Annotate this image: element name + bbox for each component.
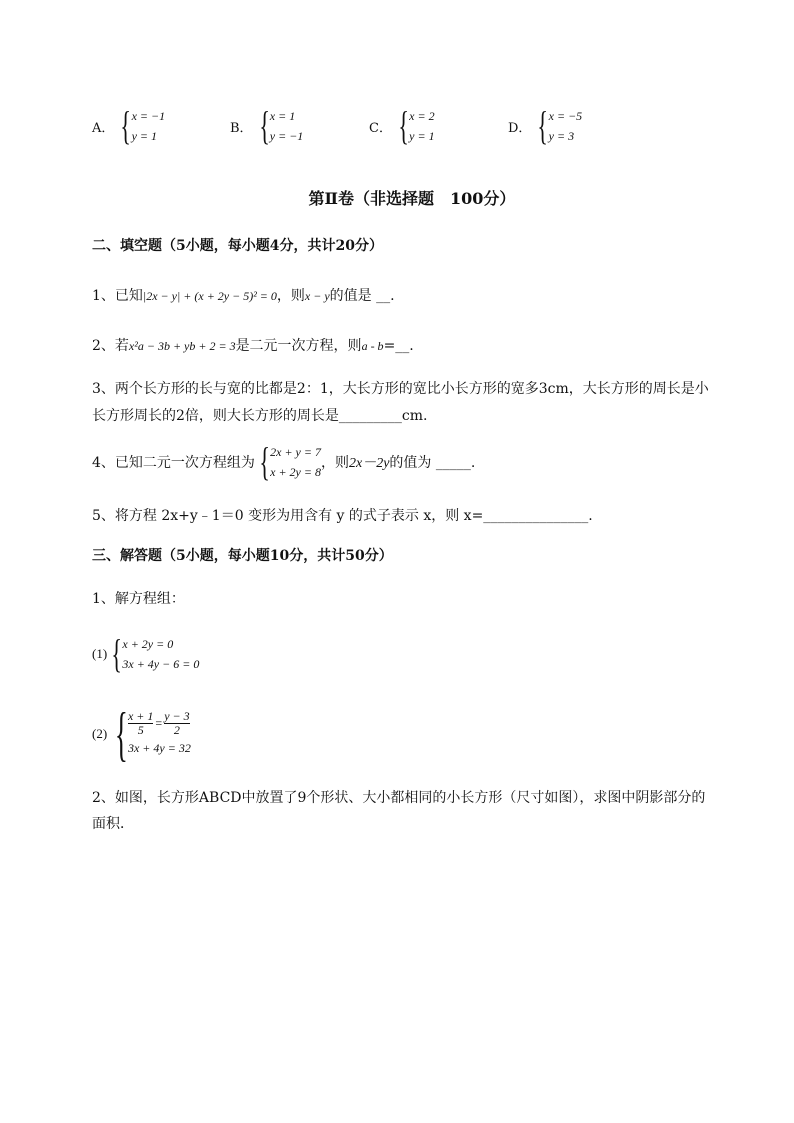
equation: x = 1: [269, 109, 296, 123]
fraction-equation: [128, 710, 191, 737]
subproblem-label: (1): [92, 646, 108, 661]
brace-icon: {: [111, 631, 123, 676]
equation-system: [270, 106, 304, 146]
equation: 3x + 4y = 32: [127, 740, 191, 755]
subproblem-2: [92, 701, 191, 767]
brace-icon: {: [120, 103, 132, 148]
question-text: 是二元一次方程，则: [235, 338, 362, 354]
option-b: [230, 103, 304, 148]
equation-system: [132, 106, 166, 146]
part-title: 第Ⅱ卷（非选择题 100分）: [308, 189, 516, 208]
question-text: ，则: [320, 455, 349, 471]
option-a: [92, 103, 166, 148]
question-text: 的值为 _____.: [389, 455, 476, 471]
option-d: [508, 103, 583, 148]
math-expression: 2x－2y: [348, 456, 390, 471]
option-letter: B．: [230, 120, 253, 136]
equals-sign: =: [155, 715, 163, 730]
question-1: [92, 285, 395, 305]
option-letter: C．: [369, 120, 392, 136]
section-header: 三、解答题（5小题，每小题10分，共计50分）: [92, 548, 393, 564]
denominator: 5: [137, 722, 144, 737]
equation-system: [122, 634, 199, 674]
question-text: 的值是 __.: [329, 288, 395, 304]
equation: y = 1: [131, 129, 158, 143]
question-3-line-1: 3、两个长方形的长与宽的比都是2：1，大长方形的宽比小长方形的宽多3cm，大长方形的周长是小: [92, 381, 709, 397]
option-c: [369, 103, 435, 148]
brace-icon: {: [398, 103, 409, 148]
fraction: [128, 710, 153, 737]
option-letter: D．: [508, 120, 532, 136]
question-2: [92, 335, 414, 355]
equation: x + 2y = 8: [270, 465, 321, 479]
question-text: =__.: [383, 338, 414, 354]
question-5: 5、将方程 2x+y﹣1＝0 变形为用含有 y 的式子表示 x，则 x=_______________.: [92, 508, 593, 524]
brace-icon: {: [537, 103, 549, 148]
math-expression: |2x − y| + (x + 2y − 5)² = 0: [142, 289, 277, 303]
equation: 2x + y = 7: [270, 445, 321, 459]
solve-question-2-line-2: 面积．: [92, 816, 134, 832]
equation-system: [270, 442, 321, 482]
equation: 3x + 4y − 6 = 0: [122, 657, 200, 671]
equation: y = −1: [269, 129, 304, 143]
brace-icon: {: [258, 103, 270, 148]
solve-question-1: 1、解方程组：: [92, 591, 185, 607]
subproblem-1: [92, 631, 200, 676]
numerator: x + 1: [127, 708, 154, 723]
brace-icon: {: [259, 439, 270, 484]
denominator: 2: [173, 722, 180, 737]
subproblem-label: (2): [92, 726, 108, 741]
question-text: 2、若: [92, 338, 129, 354]
equation-system: [128, 710, 191, 759]
numerator: y − 3: [164, 708, 190, 723]
fraction: [164, 710, 189, 737]
equation: x + 2y = 0: [122, 637, 174, 651]
question-text: 1、已知: [92, 288, 143, 304]
solve-question-2-line-1: 2、如图，长方形ABCD中放置了9个形状、大小都相同的小长方形（尺寸如图），求图中阴影部分的: [92, 790, 706, 806]
equation: y = 1: [409, 129, 435, 143]
equation-system: [409, 106, 434, 146]
math-expression: x − y: [304, 289, 330, 303]
brace-icon: {: [115, 701, 129, 767]
option-letter: A．: [92, 120, 115, 136]
math-expression: a - b: [361, 339, 384, 353]
equation: x = −1: [131, 109, 166, 123]
question-4: [92, 439, 476, 484]
question-3-line-2: 长方形周长的2倍，则大长方形的周长是_________cm.: [92, 408, 428, 424]
equation: x = 2: [409, 109, 435, 123]
section-header: 二、填空题（5小题，每小题4分，共计20分）: [92, 238, 383, 254]
math-expression: x²a − 3b + yb + 2 = 3: [128, 339, 236, 353]
equation: x = −5: [548, 109, 583, 123]
question-text: ，则: [276, 288, 305, 304]
equation-system: [549, 106, 583, 146]
equation: y = 3: [548, 129, 575, 143]
question-text: 4、已知二元一次方程组为: [92, 455, 255, 471]
